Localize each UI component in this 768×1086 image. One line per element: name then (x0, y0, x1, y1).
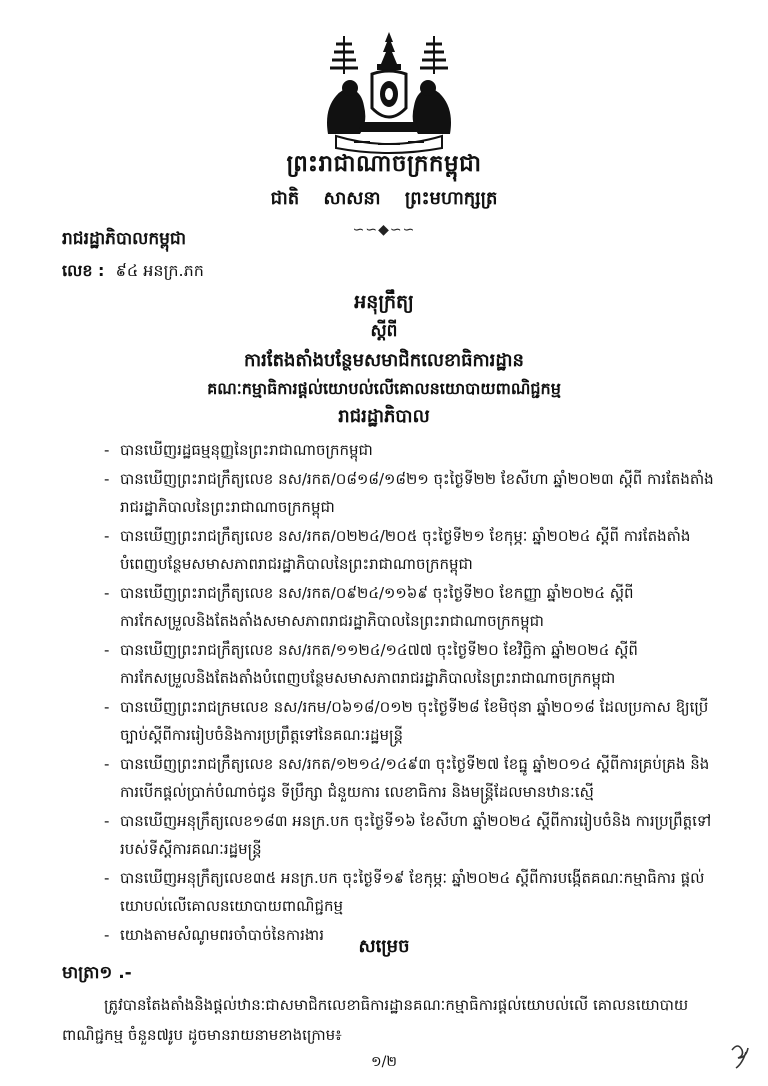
issuing-authority: រាជរដ្ឋាភិបាល (338, 406, 430, 427)
subject-line-1: ការតែងតាំងបន្ថែមសមាជិកលេខាធិការដ្ឋាន (244, 350, 524, 371)
list-item: - បានឃើញព្រះរាជក្រឹត្យលេខ នស/រកត/០២២៤/២០៥ ចុះថ្ងៃទី២១ ខែកុម្ភៈ ឆ្នាំ២០២៤ ស្តីពី ការតែងតាំងបំពេញបន្ថែមសមាសភាពរាជរដ្ឋាភិបាលនៃព្រះរាជាណាចក្រកម្ពុជា (104, 522, 714, 578)
list-item: - បានឃើញរដ្ឋធម្មនុញ្ញនៃព្រះរាជាណាចក្រកម្ពុជា (104, 436, 714, 464)
kingdom-name: ព្រះរាជាណាចក្រកម្ពុជា (286, 151, 482, 177)
reference-label: លេខ : (62, 261, 105, 280)
reference-value: ៩៤ អនក្រ.ភក (115, 261, 204, 280)
decision-heading: សម្រេច (358, 936, 410, 957)
list-item: - បានឃើញព្រះរាជក្រឹត្យលេខ នស/រកត/០៨១៨/១៨២១ ចុះថ្ងៃទី២២ ខែសីហា ឆ្នាំ២០២៣ ស្តីពី ការតែងតាំងរាជរដ្ឋាភិបាលនៃព្រះរាជាណាចក្រកម្ពុជា (104, 465, 714, 521)
list-item: - បានឃើញព្រះរាជក្រមលេខ នស/រកម/០៦១៨/០១២ ចុះថ្ងៃទី២៨ ខែមិថុនា ឆ្នាំ២០១៨ ដែលប្រកាស ឱ្យប្រើច្បាប់ស្តីពីការរៀបចំនិងការប្រព្រឹត្តទៅនៃគណៈរដ្ឋមន្ត្រី (104, 693, 714, 749)
subject-line-2: គណៈកម្មាធិការផ្តល់យោបល់លើគោលនយោបាយពាណិជ្ជកម្ម (207, 379, 561, 398)
list-item: - បានឃើញព្រះរាជក្រឹត្យលេខ នស/រកត/១១២៤/១៤៧៧ ចុះថ្ងៃទី២០ ខែវិច្ឆិកា ឆ្នាំ២០២៤ ស្តីពី ការកែសម្រួលនិងតែងតាំងបំពេញបន្ថែមសមាសភាពរាជរដ្ឋាភិបាលនៃព្រះរាជាណាចក្រកម្ពុជា (104, 636, 714, 692)
decorative-ornament: ∽∽◆∽∽ (352, 222, 416, 238)
page-number: ១/២ (371, 1054, 397, 1070)
document-about: ស្តីពី (370, 321, 398, 341)
list-item: - បានឃើញអនុក្រឹត្យលេខ៣៥ អនក្រ.បក ចុះថ្ងៃទី១៩ ខែកុម្ភៈ ឆ្នាំ២០២៤ ស្តីពីការបង្កើតគណៈកម្មាធិការ ផ្តល់យោបល់លើគោលនយោបាយពាណិជ្ជកម្ម (104, 864, 714, 920)
document-type: អនុក្រឹត្យ (354, 291, 414, 313)
list-item: - បានឃើញព្រះរាជក្រឹត្យលេខ នស/រកត/០៩២៤/១១៦៩ ចុះថ្ងៃទី២០ ខែកញ្ញា ឆ្នាំ២០២៤ ស្តីពី ការកែសម្រួលនិងតែងតាំងសមាសភាពរាជរដ្ឋាភិបាលនៃព្រះរាជាណាចក្រកម្ពុជា (104, 579, 714, 635)
royal-coat-of-arms-emblem (314, 30, 464, 158)
list-item: - បានឃើញអនុក្រឹត្យលេខ១៨៣ អនក្រ.បក ចុះថ្ងៃទី១៦ ខែសីហា ឆ្នាំ២០២៤ ស្តីពីការរៀបចំនិង ការប្រព្រឹត្តទៅរបស់ទីស្តីការគណៈរដ្ឋមន្ត្រី (104, 807, 714, 863)
considerations-list (104, 436, 714, 950)
reference-number (62, 260, 204, 284)
government-name: រាជរដ្ឋាភិបាលកម្ពុជា (62, 229, 187, 249)
national-motto: ជាតិ សាសនា ព្រះមហាក្សត្រ (270, 188, 498, 209)
list-item: - យោងតាមសំណូមពរចាំបាច់នៃការងារ (104, 921, 714, 949)
article-1-title: មាត្រា១ .- (62, 963, 132, 983)
handwritten-initial-mark (728, 1040, 754, 1070)
article-1-body: ត្រូវបានតែងតាំងនិងផ្តល់ឋានៈជាសមាជិកលេខាធិការដ្ឋានគណៈកម្មាធិការផ្តល់យោបល់លើ គោលនយោបាយពាណិជ្ជកម្ម ចំនួន៧រូប ដូចមានរាយនាមខាងក្រោម៖ (62, 996, 689, 1044)
list-item: - បានឃើញព្រះរាជក្រឹត្យលេខ នស/រកត/១២១៤/១៤៩៣ ចុះថ្ងៃទី២៧ ខែធ្នូ ឆ្នាំ២០១៤ ស្តីពីការគ្រប់គ្រង និងការបើកផ្តល់ប្រាក់បំណាច់ជូន ទីប្រឹក្សា ជំនួយការ លេខាធិការ និងមន្ត្រីដែលមានឋានៈស្មើ (104, 750, 714, 806)
